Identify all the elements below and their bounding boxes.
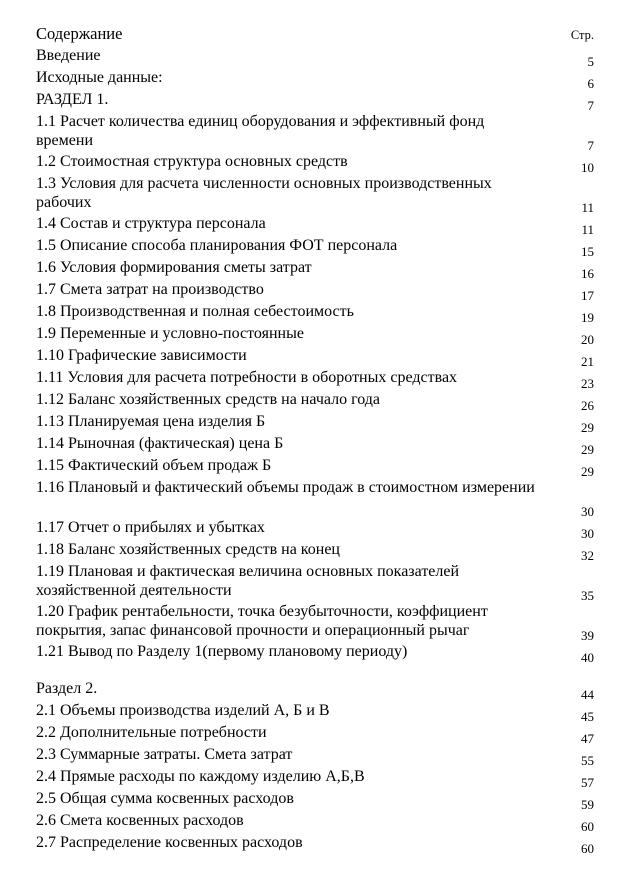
- toc-entry-title: 1.1 Расчет количества единиц оборудования и эффективный фонд времени: [36, 113, 485, 149]
- toc-entry-page: 7: [587, 138, 594, 153]
- toc-entry-title: 1.15 Фактический объем продаж Б: [36, 457, 272, 474]
- toc-entry-title: 1.6 Условия формирования сметы затрат: [36, 259, 312, 276]
- toc-entry: [36, 302, 596, 324]
- toc-entry-page: 44: [581, 687, 594, 702]
- toc-entry-title: 2.2 Дополнительные потребности: [36, 724, 267, 741]
- toc-entry: [36, 540, 596, 562]
- toc-entry: [36, 324, 596, 346]
- toc-entry-title: 1.5 Описание способа планирования ФОТ персонала: [36, 237, 398, 254]
- toc-entry-page: 29: [581, 464, 594, 479]
- toc-entry: [36, 368, 596, 390]
- section-gap: [36, 664, 596, 679]
- toc-entry-title: 2.4 Прямые расходы по каждому изделию А,Б,В: [36, 768, 365, 785]
- toc-entry-page: 29: [581, 420, 594, 435]
- page-column-label: Стр.: [570, 28, 594, 42]
- toc-entry: [36, 562, 596, 602]
- toc-entry: [36, 456, 596, 478]
- toc-entry-title: 1.20 График рентабельности, точка безубыточности, коэффициент покрытия, запас финансовой прочности и операционный рычаг: [36, 603, 488, 639]
- toc-entry-title: 1.13 Планируемая цена изделия Б: [36, 413, 266, 430]
- toc-entry-title: 1.16 Плановый и фактический объемы продаж в стоимостном измерении: [36, 479, 535, 496]
- toc-entry-title: 2.3 Суммарные затраты. Смета затрат: [36, 746, 293, 763]
- toc-entry-title: 1.7 Смета затрат на производство: [36, 281, 264, 298]
- toc-entry: [36, 152, 596, 174]
- table-of-contents: [36, 46, 596, 855]
- toc-entry: [36, 723, 596, 745]
- toc-entry-page: 40: [581, 650, 594, 665]
- toc-entry-title: 1.12 Баланс хозяйственных средств на начало года: [36, 391, 381, 408]
- toc-entry: [36, 258, 596, 280]
- toc-entry-title: Введение: [36, 47, 101, 64]
- toc-entry-page: 60: [581, 819, 594, 834]
- toc-entry: [36, 434, 596, 456]
- toc-entry-title: 1.2 Стоимостная структура основных средств: [36, 153, 348, 170]
- toc-entry-page: 60: [581, 841, 594, 856]
- toc-entry: [36, 745, 596, 767]
- toc-entry-title: 2.1 Объемы производства изделий А, Б и В: [36, 702, 330, 719]
- toc-entry: [36, 811, 596, 833]
- toc-entry-page: 30: [581, 504, 594, 519]
- toc-entry-page: 30: [581, 526, 594, 541]
- toc-entry-page: 26: [581, 398, 594, 413]
- toc-entry: [36, 602, 596, 642]
- toc-entry: [36, 833, 596, 855]
- toc-entry: [36, 412, 596, 434]
- toc-entry-page: 35: [581, 588, 594, 603]
- toc-entry-title: 2.5 Общая сумма косвенных расходов: [36, 790, 294, 807]
- toc-entry: [36, 789, 596, 811]
- toc-entry-title: 1.10 Графические зависимости: [36, 347, 247, 364]
- toc-title: Содержание: [36, 24, 123, 43]
- toc-entry: [36, 767, 596, 789]
- toc-entry-title: 1.8 Производственная и полная себестоимость: [36, 303, 354, 320]
- toc-entry-page: 20: [581, 332, 594, 347]
- toc-entry-title: РАЗДЕЛ 1.: [36, 91, 109, 108]
- toc-entry-title: 1.21 Вывод по Разделу 1(первому плановому периоду): [36, 643, 408, 660]
- toc-header: [36, 24, 596, 46]
- toc-entry: [36, 701, 596, 723]
- toc-entry-page: 7: [587, 98, 594, 113]
- toc-entry-page: 29: [581, 442, 594, 457]
- toc-entry-page: 59: [581, 797, 594, 812]
- toc-entry-page: 21: [581, 354, 594, 369]
- toc-entry-title: 1.9 Переменные и условно-постоянные: [36, 325, 304, 342]
- toc-entry-page: 16: [581, 266, 594, 281]
- toc-entry-page: 11: [581, 222, 594, 237]
- toc-entry: [36, 174, 596, 214]
- toc-entry-page: 5: [587, 54, 594, 69]
- toc-entry-title: 1.17 Отчет о прибылях и убытках: [36, 519, 265, 536]
- toc-entry-title: 1.3 Условия для расчета численности основных производственных рабочих: [36, 175, 492, 211]
- toc-entry: [36, 112, 596, 152]
- toc-entry: [36, 68, 596, 90]
- toc-entry: [36, 46, 596, 68]
- toc-entry-page: 15: [581, 244, 594, 259]
- toc-entry-title: Исходные данные:: [36, 69, 163, 86]
- toc-entry-title: 1.19 Плановая и фактическая величина основных показателей хозяйственной деятельности: [36, 563, 460, 599]
- toc-entry: [36, 280, 596, 302]
- toc-entry-page: 57: [581, 775, 594, 790]
- toc-entry-page: 19: [581, 310, 594, 325]
- toc-entry-page: 39: [581, 628, 594, 643]
- toc-entry: [36, 518, 596, 540]
- toc-entry: [36, 214, 596, 236]
- toc-entry-title: 1.18 Баланс хозяйственных средств на конец: [36, 541, 340, 558]
- toc-entry-page: 10: [581, 160, 594, 175]
- toc-entry-page: 47: [581, 731, 594, 746]
- toc-entry-page: 55: [581, 753, 594, 768]
- toc-entry: [36, 679, 596, 701]
- toc-entry-title: 1.11 Условия для расчета потребности в оборотных средствах: [36, 369, 458, 386]
- toc-entry-title: 1.4 Состав и структура персонала: [36, 215, 266, 232]
- toc-entry: [36, 90, 596, 112]
- toc-entry: [36, 642, 596, 664]
- toc-entry-title: Раздел 2.: [36, 680, 98, 697]
- toc-entry-title: 1.14 Рыночная (фактическая) цена Б: [36, 435, 284, 452]
- toc-entry-page: 17: [581, 288, 594, 303]
- toc-entry-page: 45: [581, 709, 594, 724]
- toc-entry-page: 23: [581, 376, 594, 391]
- toc-entry: [36, 478, 596, 518]
- toc-entry-page: 6: [587, 76, 594, 91]
- toc-entry-title: 2.6 Смета косвенных расходов: [36, 812, 244, 829]
- toc-entry: [36, 346, 596, 368]
- toc-entry: [36, 390, 596, 412]
- toc-entry-title: 2.7 Распределение косвенных расходов: [36, 834, 303, 851]
- toc-entry-page: 11: [581, 200, 594, 215]
- toc-entry: [36, 236, 596, 258]
- toc-entry-page: 32: [581, 548, 594, 563]
